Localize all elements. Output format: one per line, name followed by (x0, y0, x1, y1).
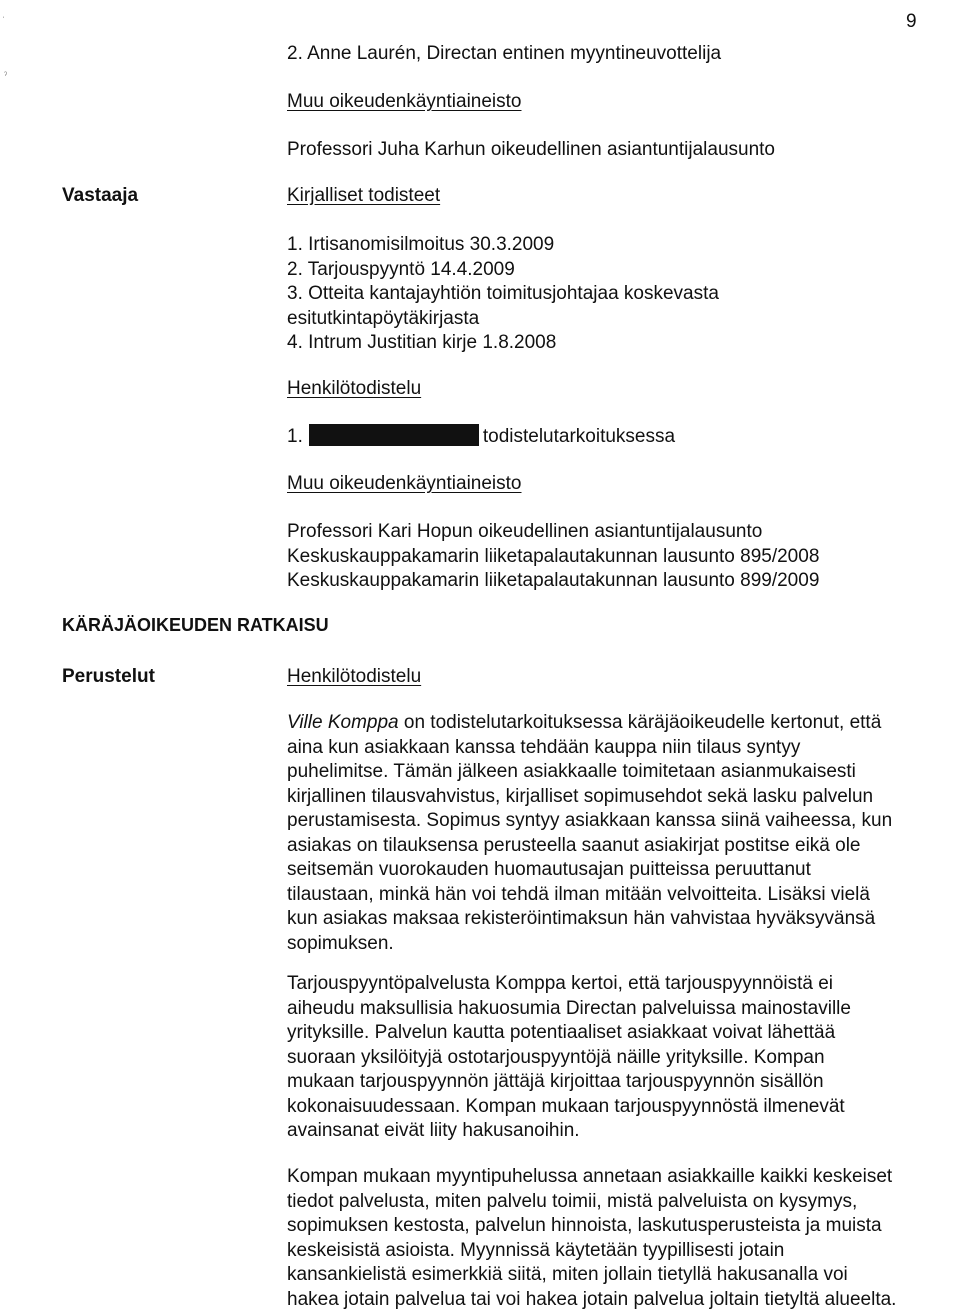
paragraph-1 (287, 711, 892, 956)
plaintiff-other-evidence-heading: Muu oikeudenkäyntiaineisto (287, 90, 522, 115)
list-item: 1. Irtisanomisilmoitus 30.3.2009 (287, 233, 719, 258)
redaction-bar (309, 424, 479, 446)
written-evidence-list (287, 233, 719, 356)
paragraph-line: hakea jotain palvelua tai voi hakea jotain palvelua joltain tietyltä alueelta. (287, 1288, 896, 1312)
list-item: Keskuskauppakamarin liiketapalautakunnan lausunto 895/2008 (287, 545, 819, 570)
paragraph-line: perustamisesta. Sopimus syntyy asiakkaan kanssa siinä vaiheessa, kun (287, 809, 892, 834)
defendant-witness-item (287, 424, 675, 450)
court-decision-heading: KÄRÄJÄOIKEUDEN RATKAISU (62, 613, 329, 638)
page-number: 9 (906, 10, 917, 35)
paragraph-line: mukaan tarjouspyynnön jättäjä kirjoittaa tarjouspyynnön sisällön (287, 1070, 851, 1095)
paragraph-line: kansankielistä esimerkkiä siitä, miten jollain tietyllä hakusanalla voi (287, 1263, 896, 1288)
written-evidence-heading: Kirjalliset todisteet (287, 184, 440, 209)
paragraph-line: sopimuksen kestosta, palvelun hinnoista, laskutusperusteista ja muista (287, 1214, 896, 1239)
list-item: Professori Kari Hopun oikeudellinen asiantuntijalausunto (287, 520, 819, 545)
paragraph-line: seitsemän vuorokauden huomautusajan puitteissa peruuttanut (287, 858, 892, 883)
witness-item-2: 2. Anne Laurén, Directan entinen myyntineuvottelija (287, 42, 721, 67)
paragraph-line: kokonaisuudessaan. Kompan mukaan tarjouspyynnöstä ilmenevät (287, 1095, 851, 1120)
paragraph-line-text: on todistelutarkoituksessa käräjäoikeudelle kertonut, että (399, 712, 882, 733)
plaintiff-expert-statement: Professori Juha Karhun oikeudellinen asiantuntijalausunto (287, 138, 775, 163)
paragraph-line: avainsanat eivät liity hakusanoihin. (287, 1119, 851, 1144)
paragraph-line: kun asiakas maksaa rekisteröintimaksun hän vahvistaa hyväksyvänsä (287, 907, 892, 932)
paragraph-line: keskeisistä asioista. Myynnissä käytetään tyypillisesti jotain (287, 1239, 896, 1264)
paragraph-line: yrityksille. Palvelun kautta potentiaaliset asiakkaat voivat lähettää (287, 1021, 851, 1046)
defendant-other-evidence-list (287, 520, 819, 594)
paragraph-line: puhelimitse. Tämän jälkeen asiakkaalle toimitetaan asianmukaisesti (287, 760, 892, 785)
paragraph-line: Kompan mukaan myyntipuhelussa annetaan asiakkaille kaikki keskeiset (287, 1165, 896, 1190)
witness-number: 1. (287, 426, 303, 447)
paragraph-3 (287, 1165, 896, 1312)
list-item: 3. Otteita kantajayhtiön toimitusjohtajaa koskevasta (287, 282, 719, 307)
paragraph-line: tilaustaan, minkä hän voi tehdä ilman mitään velvoitteita. Lisäksi vielä (287, 883, 892, 908)
list-item: Keskuskauppakamarin liiketapalautakunnan lausunto 899/2009 (287, 569, 819, 594)
list-item: esitutkintapöytäkirjasta (287, 307, 719, 332)
scan-speck: ˀ (4, 70, 7, 80)
list-item: 4. Intrum Justitian kirje 1.8.2008 (287, 331, 719, 356)
paragraph-line: sopimuksen. (287, 932, 892, 957)
paragraph-line: tiedot palvelusta, miten palvelu toimii, mistä palveluista on kysymys, (287, 1190, 896, 1215)
paragraph-line (287, 711, 892, 736)
witness-purpose: todistelutarkoituksessa (483, 426, 675, 447)
defendant-other-evidence-heading: Muu oikeudenkäyntiaineisto (287, 472, 522, 497)
scan-speck: ˌ (2, 8, 5, 18)
paragraph-line: aina kun asiakkaan kanssa tehdään kauppa niin tilaus syntyy (287, 736, 892, 761)
paragraph-line: Tarjouspyyntöpalvelusta Komppa kertoi, että tarjouspyynnöistä ei (287, 972, 851, 997)
paragraph-line: asiakas on tilauksensa perusteella saanut asiakirjat postitse eikä ole (287, 834, 892, 859)
witness-name: Ville Komppa (287, 712, 399, 733)
reasons-heading: Perustelut (62, 665, 155, 690)
defendant-witness-heading: Henkilötodistelu (287, 377, 421, 402)
paragraph-line: kirjallinen tilausvahvistus, kirjalliset sopimusehdot sekä lasku palvelun (287, 785, 892, 810)
defendant-heading: Vastaaja (62, 184, 138, 209)
list-item: 2. Tarjouspyyntö 14.4.2009 (287, 258, 719, 283)
paragraph-line: aiheudu maksullisia hakuosumia Directan palveluissa mainostaville (287, 997, 851, 1022)
paragraph-line: suoraan yksilöityjä ostotarjouspyyntöjä näille yrityksille. Kompan (287, 1046, 851, 1071)
reasons-witness-heading: Henkilötodistelu (287, 665, 421, 690)
paragraph-2 (287, 972, 851, 1144)
